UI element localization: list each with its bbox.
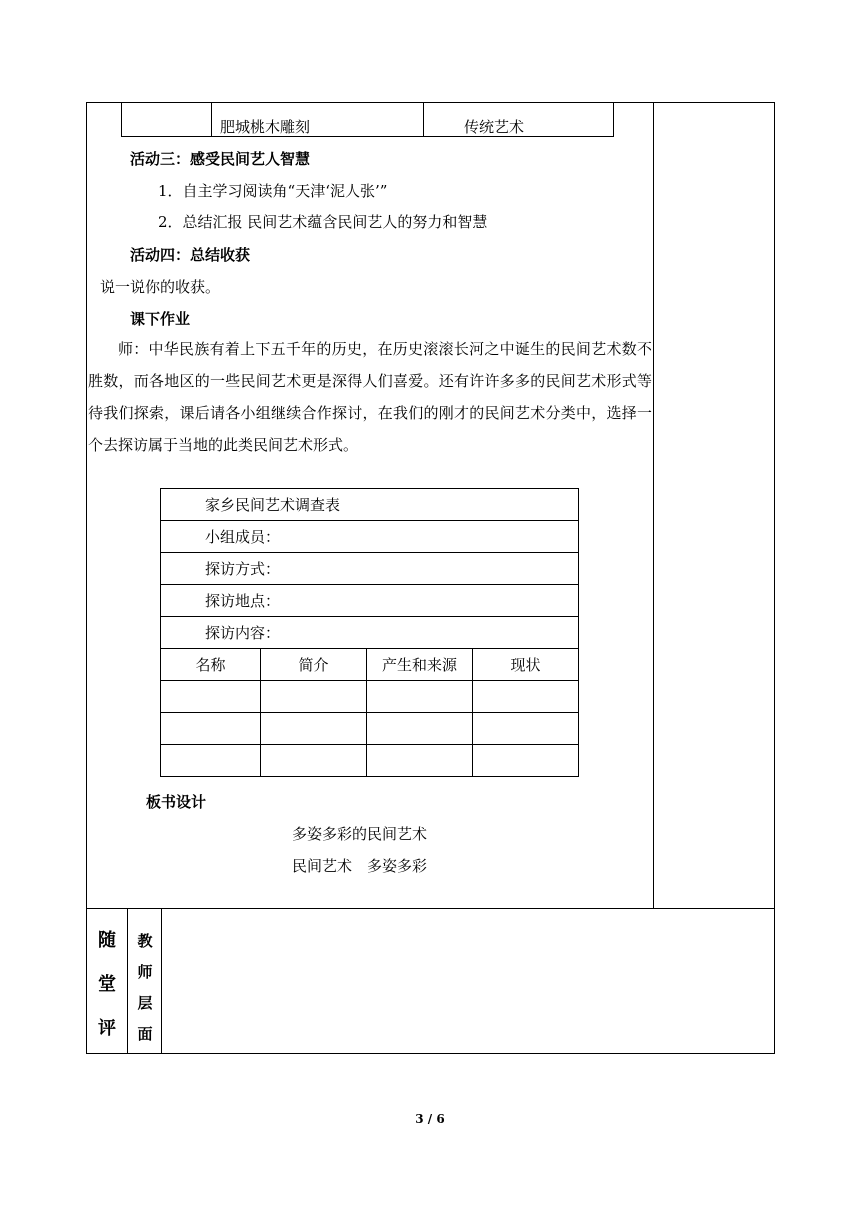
top-row-divider-1: [211, 102, 212, 136]
board-line-2: 民间艺术 多姿多彩: [292, 857, 428, 875]
column-divider: [653, 102, 654, 909]
top-row-divider-2: [423, 102, 424, 136]
survey-empty-row: [161, 713, 579, 745]
survey-empty-row: [161, 745, 579, 777]
eval-label-char-3: 评: [98, 1018, 116, 1039]
survey-members: 小组成员：: [161, 521, 579, 553]
eval-label-char-2: 堂: [98, 974, 116, 995]
board-line-1: 多姿多彩的民间艺术: [292, 825, 428, 843]
board-title: 板书设计: [146, 793, 207, 811]
frame-left-border: [86, 102, 87, 1054]
survey-table: [160, 488, 579, 777]
survey-method: 探访方式：: [161, 553, 579, 585]
frame-right-border: [774, 102, 775, 1054]
eval-sublabel-char-4: 面: [137, 1025, 153, 1043]
section-divider: [86, 908, 775, 909]
homework-title: 课下作业: [130, 310, 191, 328]
survey-header-origin: 产生和来源: [367, 649, 473, 681]
activity3-item-1: 1．自主学习阅读角“天津‘泥人张’”: [158, 182, 388, 200]
activity3-title: 活动三：感受民间艺人智慧: [130, 150, 311, 168]
frame-bottom-border: [86, 1053, 775, 1054]
survey-location: 探访地点：: [161, 585, 579, 617]
page-number: 3 / 6: [415, 1112, 445, 1126]
eval-sublabel-char-2: 师: [137, 963, 153, 981]
homework-text: 师：中华民族有着上下五千年的历史，在历史滚滚长河之中诞生的民间艺术数不胜数，而各地区的一些民间艺术更是深得人们喜爱。还有许许多多的民间艺术形式等待我们探索，课后请各小组继续合作探讨，在我们的刚才的民间艺术分类中，选择一个去探访属于当地的此类民间艺术形式。: [88, 340, 652, 454]
top-row-table: [121, 102, 614, 137]
eval-label-char-1: 随: [98, 930, 116, 951]
survey-header-name: 名称: [161, 649, 261, 681]
top-row-name: 肥城桃木雕刻: [220, 118, 311, 136]
survey-header-intro: 简介: [261, 649, 367, 681]
survey-content: 探访内容：: [161, 617, 579, 649]
top-row-category: 传统艺术: [464, 118, 525, 136]
activity4-title: 活动四：总结收获: [130, 246, 251, 264]
activity3-item-2: 2．总结汇报 民间艺术蕴含民间艺人的努力和智慧: [158, 213, 488, 231]
activity4-text: 说一说你的收获。: [100, 278, 221, 296]
survey-header-status: 现状: [473, 649, 579, 681]
eval-sublabel-char-3: 层: [137, 994, 153, 1012]
survey-empty-row: [161, 681, 579, 713]
eval-sublabel-char-1: 教: [137, 932, 153, 950]
survey-title: 家乡民间艺术调查表: [161, 489, 579, 521]
